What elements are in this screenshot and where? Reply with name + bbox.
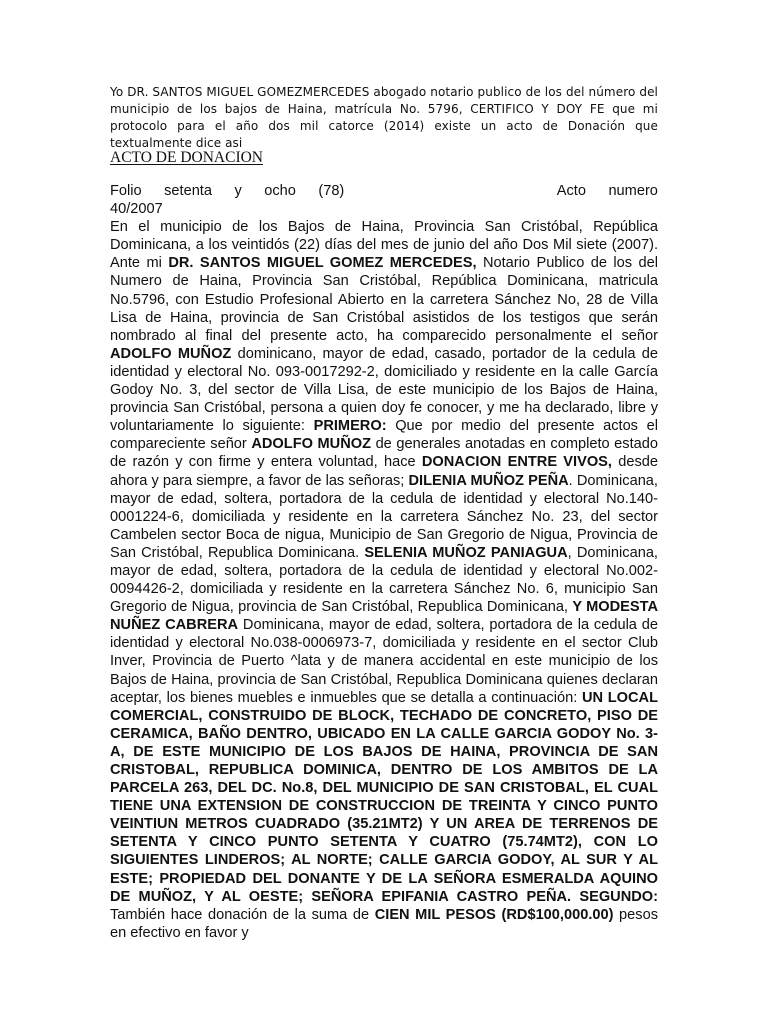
folio-word-7: numero bbox=[608, 183, 658, 199]
deed-text-segment: pesos en efectivo en favor y bbox=[110, 906, 659, 941]
deed-text-segment: Notario Publico de los del Numero de Haina, Provincia San Cristóbal, República Dominicana, matricula No.5796, con Estudio Profesional Abierto en la carretera Sánchez No, 28 de Villa Lisa de Haina, provincia de San Cristóbal asistidos de los testigos que serán nombrado al final del presente acto, ha comparecido personalmente el señor bbox=[110, 255, 659, 344]
deed-text-segment: También hace donación de la suma de bbox=[110, 906, 375, 923]
deed-text-segment: . Dominicana, mayor de edad, soltera, portadora de la cedula de identidad y electoral No.140-0001224-6, domiciliada y residente en la carretera Sánchez No. 23, del sector Cambelen sector Boca de nigua, Municipio de San Gregorio de Nigua, Provincia de San Cristóbal, Republica Dominicana. bbox=[110, 472, 658, 561]
donor-name: ADOLFO MUÑOZ bbox=[110, 345, 232, 362]
clause-primero-heading: PRIMERO: bbox=[313, 418, 387, 435]
folio-word-6: Acto bbox=[556, 183, 586, 199]
deed-text-segment: de generales anotadas en completo estado de razón y con firme y entera voluntad, hace bbox=[110, 436, 658, 471]
recipient-name-2: SELENIA MUÑOZ PANIAGUA bbox=[364, 544, 568, 561]
property-description: UN LOCAL COMERCIAL, CONSTRUIDO DE BLOCK, TECHADO DE CONCRETO, PISO DE CERAMICA, BAÑO DENTRO, UBICADO EN LA CALLE GARCIA GODOY No. 3-A, DE ESTE MUNICIPIO DE LOS BAJOS DE HAINA, PROVINCIA DE SAN CRISTOBAL, REPUBLICA DOMINICA, DENTRO DE LOS AMBITOS DE LA PARCELA 263, DEL DC. No.8, DEL MUNICIPIO DE SAN CRISTOBAL, EL CUAL TIENE UNA EXTENSION DE CONSTRUCCION DE TREINTA Y CINCO PUNTO VEINTIUN METROS CUADRADO (35.21MT2) Y UN AREA DE TERRENOS DE SETENTA Y CINCO PUNTO SETENTA Y CUATRO (75.74MT2), CON LO SIGUIENTES LINDEROS; AL NORTE; CALLE GARCIA GODOY, AL SUR Y AL ESTE; PROPIEDAD DEL DONANTE Y DE LA SEÑORA ESMERALDA AQUINO DE MUÑOZ, Y AL OESTE; SEÑORA EPIFANIA CASTRO PEÑA. SEGUNDO: bbox=[110, 689, 658, 905]
deed-text-segment: dominicano, mayor de edad, casado, portador de la cedula de identidad y electoral No. 093-0017292-2, domiciliado y residente en la calle García Godoy No. 3, del sector de Villa Lisa, de este municipio de los Bajos de Haina, provincia San Cristóbal, persona a quien doy fe conocer, y me ha declarado, libre y voluntariamente lo siguiente: bbox=[110, 345, 658, 435]
deed-text-segment: Que por medio del presente actos el compareciente señor bbox=[110, 418, 658, 453]
folio-word-1: Folio bbox=[110, 183, 142, 199]
recipient-name-3: Y MODESTA NUÑEZ CABRERA bbox=[110, 599, 658, 634]
deed-text-segment: , Dominicana, mayor de edad, soltera, portadora de la cedula de identidad y electoral No.002-0094426-2, domiciliada y residente en la carretera Sánchez No. 6, municipio San Gregorio de Nigua, provincia de San Cristóbal, Republica Dominicana, bbox=[110, 544, 658, 616]
donation-amount: CIEN MIL PESOS (RD$100,000.00) bbox=[374, 906, 614, 923]
recipient-name-1: DILENIA MUÑOZ PEÑA bbox=[408, 472, 569, 489]
folio-word-3: y bbox=[234, 183, 242, 199]
notary-certification-intro: Yo DR. SANTOS MIGUEL GOMEZMERCEDES abogado notario publico de los del número del municipio de los bajos de Haina, matrícula No. 5796, CERTIFICO Y DOY FE que mi protocolo para el año dos mil catorce (2014) existe un acto de Donación que textualmente dice asi bbox=[110, 85, 658, 150]
folio-line bbox=[110, 182, 658, 200]
deed-text-segment: En el municipio de los Bajos de Haina, Provincia San Cristóbal, República Dominicana, a los veintidós (22) días del mes de junio del año Dos Mil siete (2007). Ante mi bbox=[110, 219, 658, 272]
deed-body bbox=[110, 182, 658, 942]
deed-text-segment: Dominicana, mayor de edad, soltera, portadora de la cedula de identidad y electoral No.038-0006973-7, domiciliada y residente en el sector Club Inver, Provincia de Puerto ^lata y de manera accidental en este municipio de los Bajos de Haina, provincia de San Cristóbal, Republica Dominicana quienes declaran aceptar, los bienes muebles e inmuebles que se detalla a continuación: bbox=[110, 617, 658, 706]
act-number: 40/2007 bbox=[110, 201, 163, 218]
deed-text-segment: desde ahora y para siempre, a favor de las señoras; bbox=[110, 454, 658, 489]
donation-type: DONACION ENTRE VIVOS, bbox=[421, 454, 612, 471]
folio-word-4: ocho bbox=[264, 183, 296, 199]
document-title: ACTO DE DONACION bbox=[110, 149, 263, 166]
donor-name: ADOLFO MUÑOZ bbox=[251, 436, 372, 453]
notary-name: DR. SANTOS MIGUEL GOMEZ MERCEDES, bbox=[168, 255, 477, 272]
deed-paragraph bbox=[110, 218, 658, 942]
folio-word-2: setenta bbox=[164, 183, 212, 199]
folio-word-5: (78) bbox=[318, 183, 345, 199]
